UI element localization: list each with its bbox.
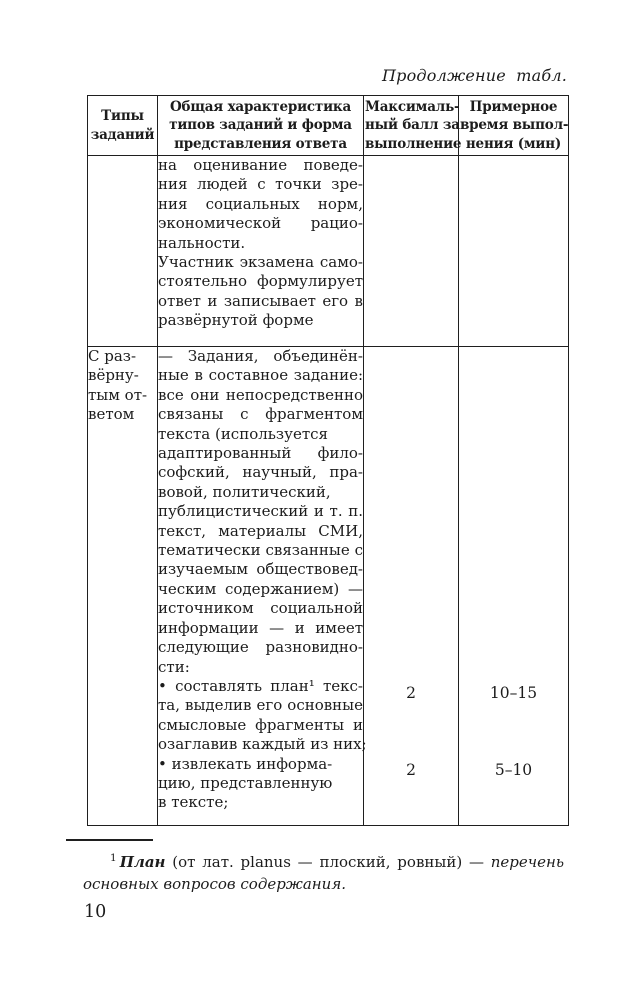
footnote (83, 848, 564, 895)
text-line: Примерное (469, 98, 558, 115)
text-line: нальности. (158, 233, 246, 252)
text-line: ветом (88, 405, 135, 424)
text-line: текста (используется (158, 424, 328, 443)
text-line: время выпол- (460, 117, 569, 134)
text-line: ческим содержанием) — (158, 579, 363, 598)
time-cell (459, 347, 569, 826)
text-line: ные в составное задание: (158, 366, 363, 385)
text-line: сти: (158, 657, 190, 676)
text-line: все они непосредственно (158, 385, 363, 404)
text-line: вовой, политический, (158, 482, 331, 501)
column-header-task-types (88, 96, 158, 156)
text-line: следующие разновидно- (158, 638, 363, 657)
text-line: • составлять план¹ текс- (158, 676, 363, 695)
text-line: стоятельно формулирует (158, 272, 363, 291)
text-line: экономической рацио- (158, 214, 363, 233)
text-line: ния людей с точки зре- (158, 175, 363, 194)
footnote-marker: 1 (110, 852, 117, 864)
text-line: — Задания, объединён- (158, 347, 363, 365)
description-cell (158, 347, 367, 826)
time-cell-empty (459, 156, 569, 347)
footnote-separator (66, 839, 153, 841)
text-line: нения (мин) (465, 135, 562, 152)
text-line: заданий (90, 126, 155, 143)
score-value: 2 (406, 761, 416, 779)
table-header-row (88, 96, 569, 156)
text-line: цию, представленную (158, 773, 333, 792)
text-line: выполнение (365, 135, 462, 152)
description-cell (158, 156, 364, 347)
text-line: источником социальной (158, 599, 363, 618)
type-cell-empty (88, 156, 158, 347)
text-line: Общая характеристика (169, 98, 352, 115)
score-value: 2 (406, 684, 416, 702)
text-line: тематически связанные с (158, 541, 363, 560)
text-line: Типы (101, 108, 144, 124)
score-cell-empty (364, 156, 459, 347)
time-value: 5–10 (494, 761, 533, 779)
text-line: связаны с фрагментом (158, 405, 363, 424)
column-header-approx-time (459, 96, 569, 156)
text-line: адаптированный фило- (158, 444, 363, 463)
text-line: текст, материалы СМИ, (158, 521, 363, 540)
text-line: информации — и имеет (158, 618, 363, 637)
text-line: ответ и записывает его в (158, 291, 363, 310)
text-line: в тексте; (158, 793, 229, 812)
text-line: софский, научный, пра- (158, 463, 363, 482)
footnote-emphasis: перечень основных вопросов содержания. (83, 853, 564, 893)
text-line: смысловые фрагменты и (158, 715, 363, 734)
text-line: та, выделив его основные (158, 696, 363, 715)
text-line: публицистический и т. п. (158, 502, 363, 521)
text-line: озаглавив каждый из них; (158, 735, 367, 754)
footnote-term: План (119, 853, 166, 871)
score-cell (364, 347, 459, 826)
text-line: ния социальных норм, (158, 194, 363, 213)
text-line: вёрну- (88, 366, 139, 385)
column-header-max-score (364, 96, 462, 156)
exam-tasks-table (87, 95, 569, 826)
text-line: тым от- (88, 385, 148, 404)
text-line: представления ответа (174, 135, 347, 152)
text-line: типов заданий и форма (169, 117, 352, 134)
text-line: Максималь- (365, 98, 460, 115)
text-line: ный балл за (365, 117, 460, 134)
type-cell (88, 347, 158, 826)
text-line: изучаемым обществовед- (158, 560, 363, 579)
text-line: • извлекать информа- (158, 754, 333, 773)
text-line: на оценивание поведе- (158, 156, 363, 174)
footnote-body: (от лат. planus — плоский, ровный) — (172, 853, 491, 871)
table-row-continuation (88, 156, 569, 347)
table-continuation-label: Продолжение табл. (382, 66, 567, 85)
column-header-characteristics (158, 96, 364, 156)
table-row-extended-answer (88, 347, 569, 826)
page-number: 10 (84, 902, 107, 922)
text-line: Участник экзамена само- (158, 253, 363, 272)
time-value: 10–15 (489, 684, 538, 702)
text-line: С раз- (88, 347, 137, 365)
text-line: развёрнутой форме (158, 311, 314, 330)
